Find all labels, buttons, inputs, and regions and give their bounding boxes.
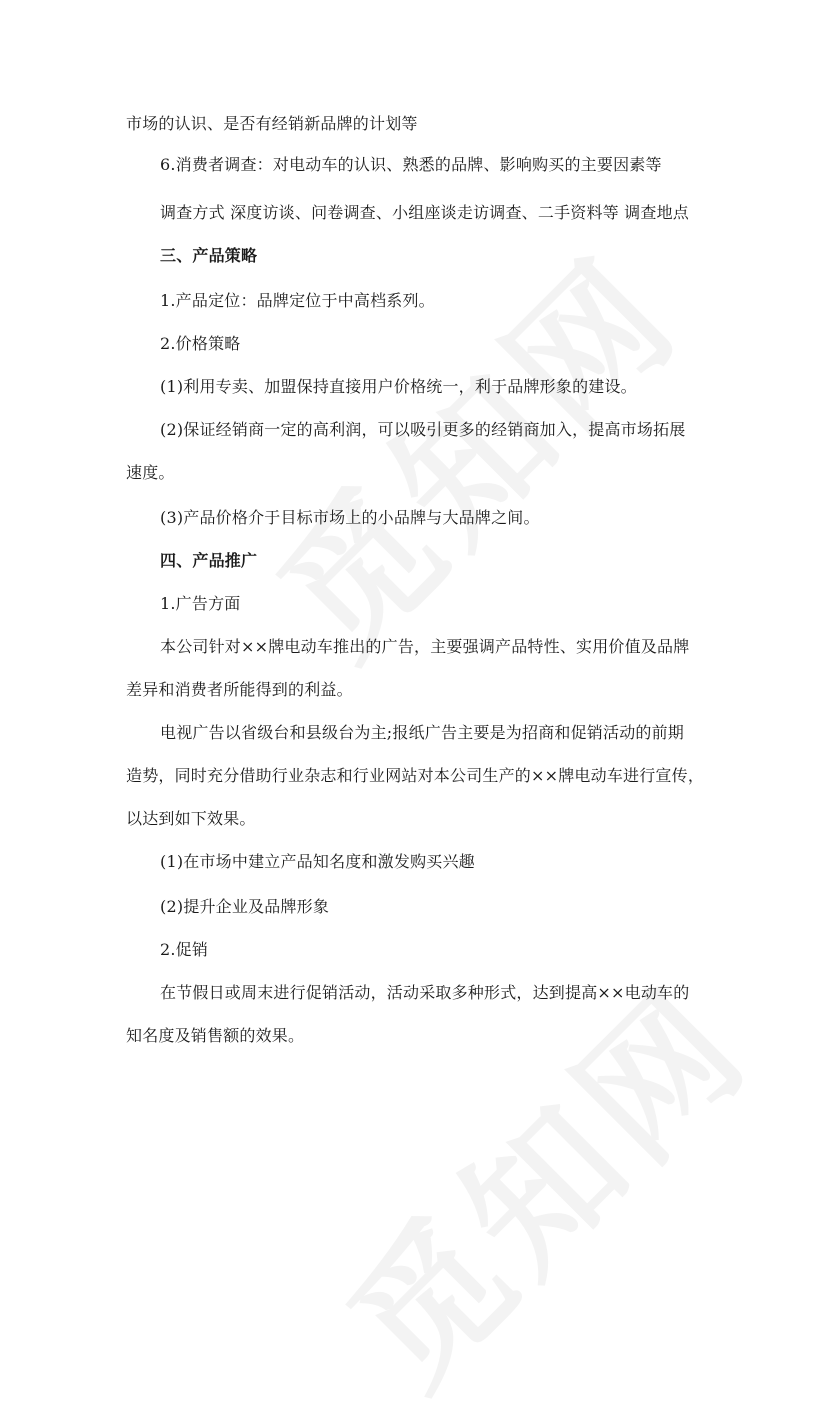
- text-line: 2.价格策略: [160, 334, 241, 353]
- watermark: [224, 202, 716, 694]
- watermark-lower: [294, 932, 786, 1424]
- section-heading: 三、产品策略: [160, 246, 258, 265]
- text-line: 造势，同时充分借助行业杂志和行业网站对本公司生产的××牌电动车进行宣传，: [126, 766, 705, 785]
- text-line: (1)利用专卖、加盟保持直接用户价格统一，利于品牌形象的建设。: [160, 377, 637, 396]
- text-line: 调查方式 深度访谈、问卷调查、小组座谈走访调查、二手资料等 调查地点: [160, 203, 689, 222]
- text-line: 速度。: [126, 463, 175, 482]
- text-line: 市场的认识、是否有经销新品牌的计划等: [126, 114, 418, 133]
- text-line: 2.促销: [160, 940, 209, 959]
- text-line: (2)保证经销商一定的高利润，可以吸引更多的经销商加入，提高市场拓展: [160, 420, 686, 439]
- text-line: (3)产品价格介于目标市场上的小品牌与大品牌之间。: [160, 508, 540, 527]
- text-line: 以达到如下效果。: [126, 809, 256, 828]
- text-line: 6.消费者调查：对电动车的认识、熟悉的品牌、影响购买的主要因素等: [160, 155, 662, 174]
- text-line: 本公司针对××牌电动车推出的广告，主要强调产品特性、实用价值及品牌: [160, 637, 690, 656]
- text-line: 电视广告以省级台和县级台为主;报纸广告主要是为招商和促销活动的前期: [160, 723, 684, 742]
- text-line: (2)提升企业及品牌形象: [160, 897, 330, 916]
- text-line: 在节假日或周末进行促销活动，活动采取多种形式，达到提高××电动车的: [160, 983, 690, 1002]
- text-line: 差异和消费者所能得到的利益。: [126, 680, 353, 699]
- section-heading: 四、产品推广: [160, 551, 258, 570]
- text-line: 1.广告方面: [160, 594, 241, 613]
- text-line: (1)在市场中建立产品知名度和激发购买兴趣: [160, 852, 475, 871]
- text-line: 1.产品定位：品牌定位于中高档系列。: [160, 291, 435, 310]
- text-line: 知名度及销售额的效果。: [126, 1026, 305, 1045]
